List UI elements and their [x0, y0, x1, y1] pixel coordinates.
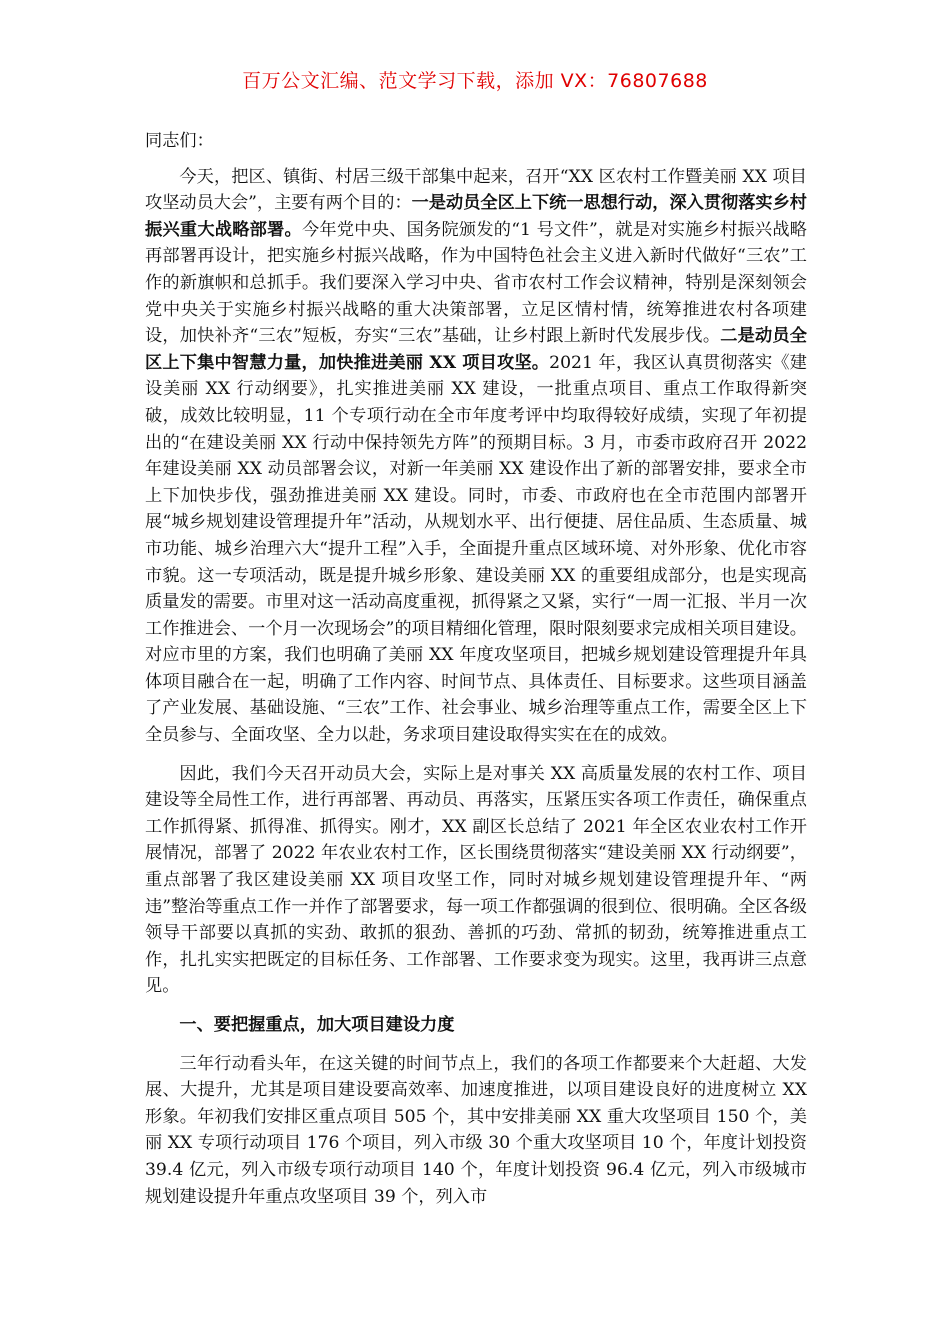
paragraph-2: 因此，我们今天召开动员大会，实际上是对事关 XX 高质量发展的农村工作、项目建设等全局性工作，进行再部署、再动员、再落实，压紧压实各项工作责任，确保重点工作抓得紧、抓得准、抓得实。刚才，XX 副区长总结了 2021 年全区农业农村工作开展情况，部署了 2022 年农业农村工作，区长围绕贯彻落实“建设美丽 XX 行动纲要”，重点部署了我区建设美丽 XX 项目攻坚工作，同时对城乡规划建设管理提升年、“两违”整治等重点工作一并作了部署要求，每一项工作都强调的很到位、很明确。全区各级领导干部要以真抓的实劲、敢抓的狠劲、善抓的巧劲、常抓的韧劲，统筹推进重点工作，扎扎实实把既定的目标任务、工作部署、工作要求变为现实。这里，我再讲三点意见。 [145, 763, 807, 997]
header-banner: 百万公文汇编、范文学习下载，添加 VX：76807688 [242, 70, 708, 92]
paragraph-1-text-c: 2021 年，我区认真贯彻落实《建设美丽 XX 行动纲要》，扎实推进美丽 XX 建设，一批重点项目、重点工作取得新突破，成效比较明显，11 个专项行动在全市年度考评中均取得较好成绩，实现了年初提出的“在建设美丽 XX 行动中保持领先方阵”的预期目标。3 月，市委市政府召开 2022 年建设美丽 XX 动员部署会议，对新一年美丽 XX 建设作出了新的部署安排，要求全市上下加快步伐，强劲推进美丽 XX 建设。同时，市委、市政府也在全市范围内部署开展“城乡规划建设管理提升年”活动，从规划水平、出行便捷、居住品质、生态质量、城市功能、城乡治理六大“提升工程”入手，全面提升重点区域环境、对外形象、优化市容市貌。这一专项活动，既是提升城乡形象、建设美丽 XX 的重要组成部分，也是实现高质量发的需要。市里对这一活动高度重视，抓得紧之又紧，实行“一周一汇报、半月一次工作推进会、一个月一次现场会”的项目精细化管理，限时限刻要求完成相关项目建设。对应市里的方案，我们也明确了美丽 XX 年度攻坚项目，把城乡规划建设管理提升年具体项目融合在一起，明确了工作内容、时间节点、具体责任、目标要求。这些项目涵盖了产业发展、基础设施、“三农”工作、社会事业、城乡治理等重点工作，需要全区上下全员参与、全面攻坚、全力以赴，务求项目建设取得实实在在的成效。 [145, 352, 807, 746]
salutation: 同志们： [145, 131, 214, 151]
paragraph-1 [145, 164, 807, 749]
document-body [145, 128, 807, 1210]
paragraph-1-text-a: 今天，把区、镇街、村居三级干部集中起来，召开“XX 区农村工作暨美丽 XX 项目攻坚动员大会”，主要有两个目的： [145, 166, 807, 214]
paragraph-1-text-b: 今年党中央、国务院颁发的“1 号文件”，就是对实施乡村振兴战略再部署再设计，把实施乡村振兴战略，作为中国特色社会主义进入新时代做好“三农”工作的新旗帜和总抓手。我们要深入学习中央、省市农村工作会议精神，特别是深刻领会党中央关于实施乡村振兴战略的重大决策部署，立足区情村情，统筹推进农村各项建设，加快补齐“三农”短板，夯实“三农”基础，让乡村跟上新时代发展步伐。 [145, 219, 807, 347]
section-heading-1: 一、要把握重点，加大项目建设力度 [179, 1015, 455, 1035]
paragraph-3: 三年行动看头年，在这关键的时间节点上，我们的各项工作都要来个大赶超、大发展、大提升，尤其是项目建设要高效率、加速度推进，以项目建设良好的进度树立 XX 形象。年初我们安排区重点项目 505 个，其中安排美丽 XX 重大攻坚项目 150 个，美丽 XX 专项行动项目 176 个项目，列入市级 30 个重大攻坚项目 10 个，年度计划投资 39.4 亿元，列入市级专项行动项目 140 个，年度计划投资 96.4 亿元，列入市级城市规划建设提升年重点攻坚项目 39 个，列入市 [145, 1053, 807, 1207]
paragraph-1-bold-b: 二是动员全区上下集中智慧力量，加快推进美丽 XX 项目攻坚。 [145, 326, 807, 373]
paragraph-1-bold-a: 一是动员全区上下统一思想行动，深入贯彻落实乡村振兴重大战略部署。 [145, 193, 807, 240]
